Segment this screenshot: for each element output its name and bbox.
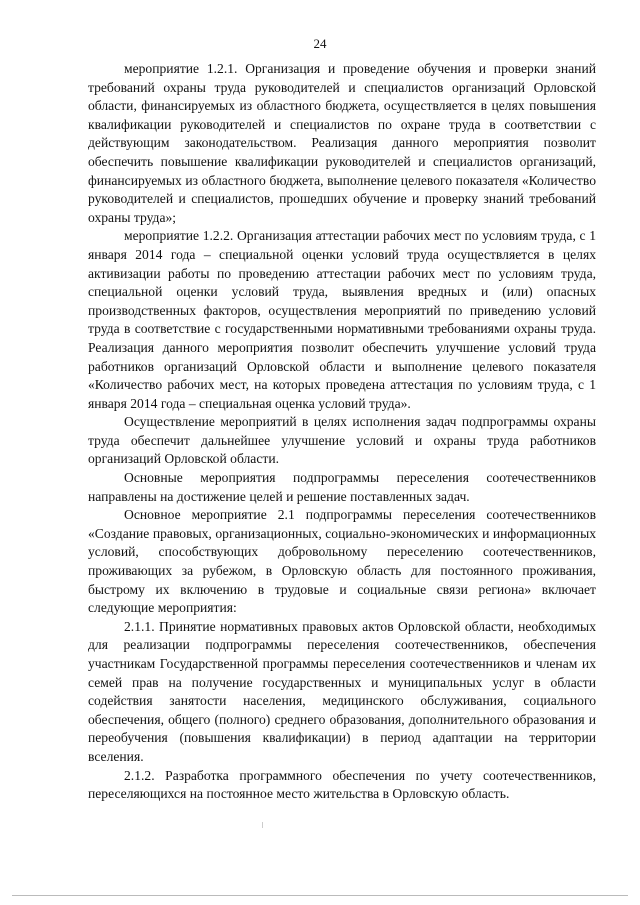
paragraph-resettlement-goals: Основные мероприятия подпрограммы переселения соотечественников направлены на достижение целей и решение поставленных задач. (88, 470, 596, 504)
paragraph-measure-2-1: Основное мероприятие 2.1 подпрограммы переселения соотечественников «Создание правовых, организационных, социально-экономических и информационных условий, способствующих добровольному переселению соотечественников, проживающих за рубежом, в Орловскую область для постоянного проживания, быстрому их включению в трудовые и социальные связи региона» включает следующие мероприятия: (88, 507, 596, 616)
paragraph-measure-1-2-1: мероприятие 1.2.1. Организация и проведение обучения и проверки знаний требований охраны труда руководителей и специалистов организаций Орловской области, финансируемых из областного бюджета, осуществляется в целях повышения квалификации руководителей и специалистов по охране труда в соответствии с действующим законодательством. Реализация данного мероприятия позволит обеспечить повышение квалификации руководителей и специалистов организаций, финансируемых из областного бюджета, выполнение целевого показателя «Количество руководителей и специалистов, прошедших обучение и проверку знаний требований охраны труда»; (88, 61, 596, 225)
paragraph-measure-2-1-2: 2.1.2. Разработка программного обеспечения по учету соотечественников, переселяющихся на постоянное место жительства в Орловскую область. (88, 767, 596, 802)
page-number: 24 (313, 36, 327, 51)
document-body (88, 60, 596, 804)
paragraph-measure-2-1-1: 2.1.1. Принятие нормативных правовых актов Орловской области, необходимых для реализации подпрограммы переселения соотечественников, обеспечения участникам Государственной программы переселения соотечественников и членам их семей прав на получение государственных и муниципальных услуг в области содействия занятости населения, медицинского обслуживания, социального обеспечения, общего (полного) среднего образования, дополнительного образования и переобучения (повышения квалификации) в период адаптации на территории вселения. (88, 618, 596, 764)
page-bottom-rule (12, 895, 628, 896)
scan-mark (262, 822, 263, 828)
paragraph-labor-protection-summary: Осуществление мероприятий в целях исполнения задач подпрограммы охраны труда обеспечит дальнейшее улучшение условий и охраны труда работников организаций Орловской области. (88, 414, 596, 467)
paragraph-measure-1-2-2: мероприятие 1.2.2. Организация аттестации рабочих мест по условиям труда, с 1 января 2014 года – специальной оценки условий труда осуществляется в целях активизации работы по проведению аттестации рабочих мест по условиям труда, специальной оценки условий труда, выявления вредных и (или) опасных производственных факторов, осуществления мероприятий по приведению условий труда в соответствие с государственными нормативными требованиями охраны труда. Реализация данного мероприятия позволит обеспечить улучшение условий труда работников организаций Орловской области и выполнение целевого показателя «Количество рабочих мест, на которых проведена аттестация по условиям труда, с 1 января 2014 года – специальная оценка условий труда». (88, 228, 596, 411)
